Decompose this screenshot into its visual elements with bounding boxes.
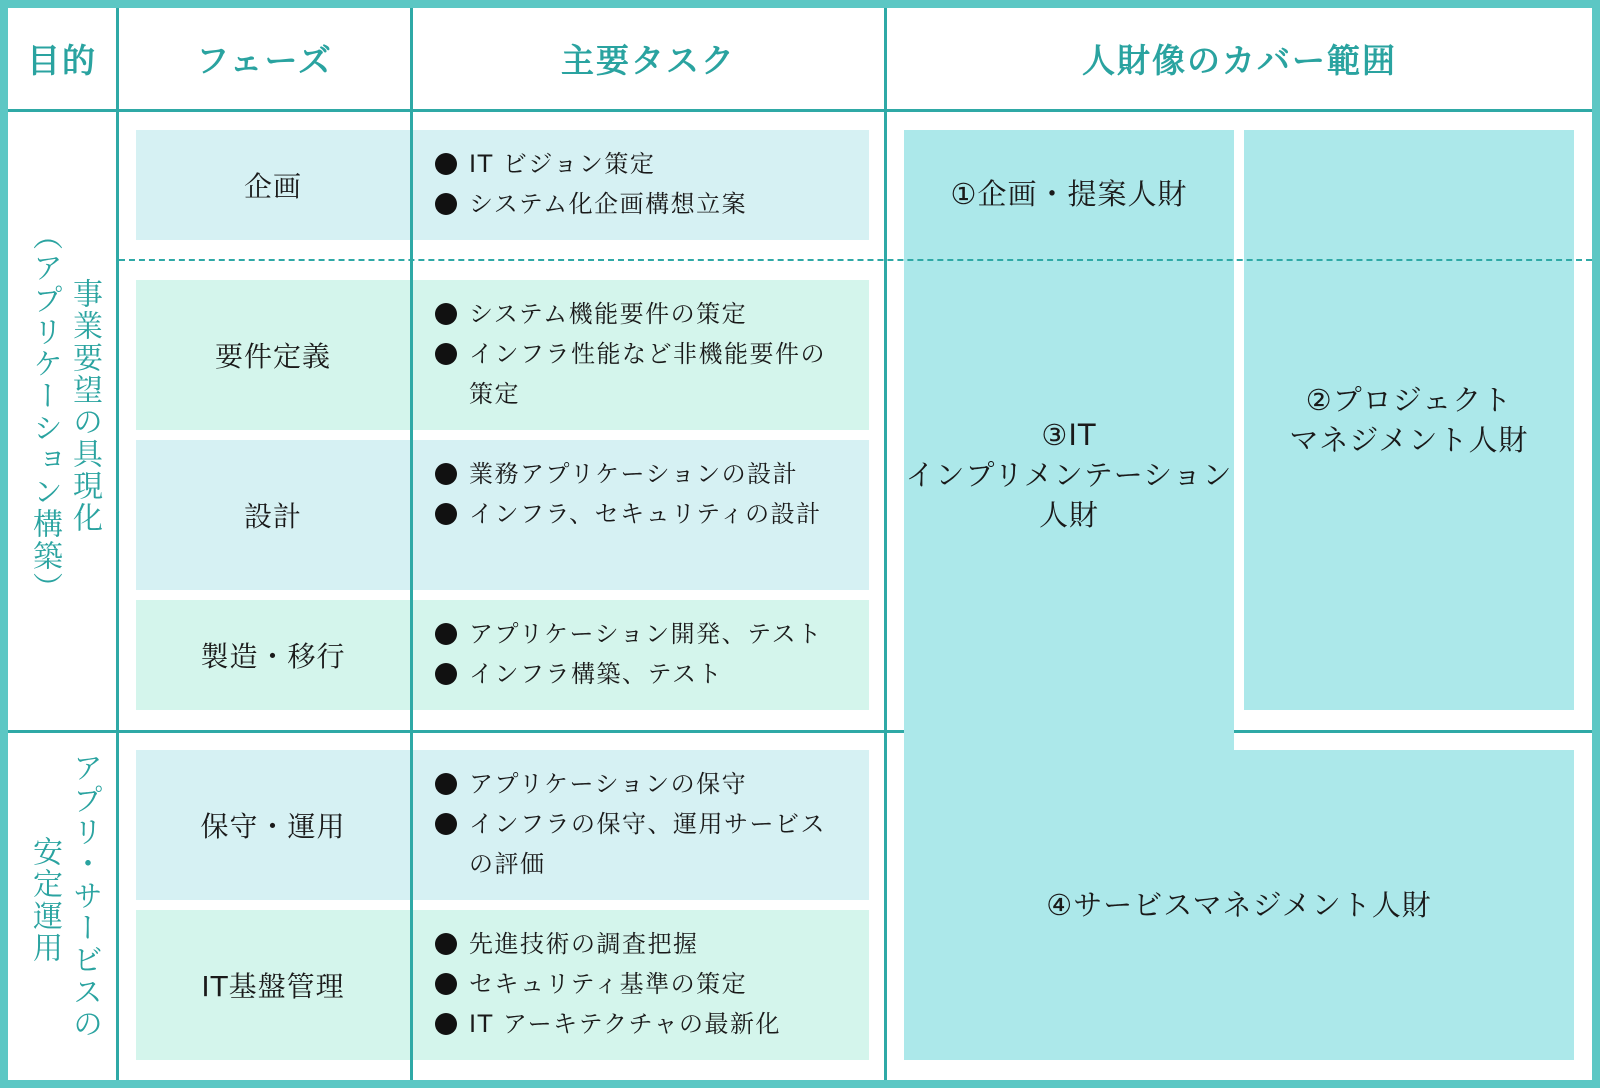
task-item: 業務アプリケーションの設計 (435, 454, 869, 494)
tasks-maintenance-ops (413, 750, 869, 900)
phase-design: 設計 (136, 440, 410, 590)
purpose-stable-ops-line2: 安定運用 (27, 836, 62, 964)
task-item: インフラの保守、運用サービスの評価 (435, 804, 835, 884)
task-item: システム化企画構想立案 (435, 184, 869, 224)
coverage-service-management (904, 750, 1574, 1060)
coverage-it-implementation (904, 415, 1234, 535)
phase-it-infrastructure: IT基盤管理 (136, 910, 410, 1060)
task-item: IT アーキテクチャの最新化 (435, 1004, 869, 1044)
coverage-pm-line2: マネジメント人財 (1289, 423, 1529, 457)
phase-planning: 企画 (136, 130, 410, 240)
tasks-requirements (413, 280, 869, 430)
coverage-impl-line1: ③IT (1041, 418, 1097, 452)
purpose-app-build-line2: （アプリケーション構築） (27, 220, 62, 604)
divider-col-3 (884, 8, 887, 1080)
divider-header (8, 109, 1592, 112)
phase-maintenance-ops: 保守・運用 (136, 750, 410, 900)
tasks-it-infrastructure (413, 910, 869, 1060)
divider-col-1 (116, 8, 119, 1080)
task-item: システム機能要件の策定 (435, 294, 835, 334)
task-item: インフラ構築、テスト (435, 654, 869, 694)
tasks-planning (413, 130, 869, 240)
header-phase: フェーズ (196, 41, 333, 80)
tasks-design (413, 440, 869, 590)
purpose-stable-ops-line1: アプリ・サービスの (67, 752, 102, 1040)
task-item: インフラ性能など非機能要件の策定 (435, 334, 835, 414)
coverage-planning-proposal-label: ①企画・提案人財 (950, 177, 1188, 211)
coverage-project-management (1244, 130, 1574, 710)
header-coverage: 人財像のカバー範囲 (1082, 41, 1397, 80)
dashed-separator (119, 259, 1592, 261)
header-purpose: 目的 (27, 41, 97, 80)
phase-build-migration: 製造・移行 (136, 600, 410, 710)
task-item: セキュリティ基準の策定 (435, 964, 869, 1004)
tasks-build-migration (413, 600, 869, 710)
task-item: インフラ、セキュリティの設計 (435, 494, 869, 534)
coverage-impl-line2: インプリメンテーション (905, 458, 1233, 492)
coverage-impl-line3: 人財 (1038, 498, 1099, 532)
coverage-pm-line1: ②プロジェクト (1305, 383, 1513, 417)
task-item: アプリケーションの保守 (435, 764, 835, 804)
divider-section (8, 730, 1592, 733)
phase-requirements: 要件定義 (136, 280, 410, 430)
task-item: IT ビジョン策定 (435, 144, 869, 184)
coverage-service-management-label: ④サービスマネジメント人財 (1046, 888, 1432, 922)
task-item: 先進技術の調査把握 (435, 924, 869, 964)
purpose-app-build-line1: 事業要望の具現化 (67, 278, 102, 534)
task-item: アプリケーション開発、テスト (435, 614, 869, 654)
header-tasks: 主要タスク (561, 41, 736, 80)
